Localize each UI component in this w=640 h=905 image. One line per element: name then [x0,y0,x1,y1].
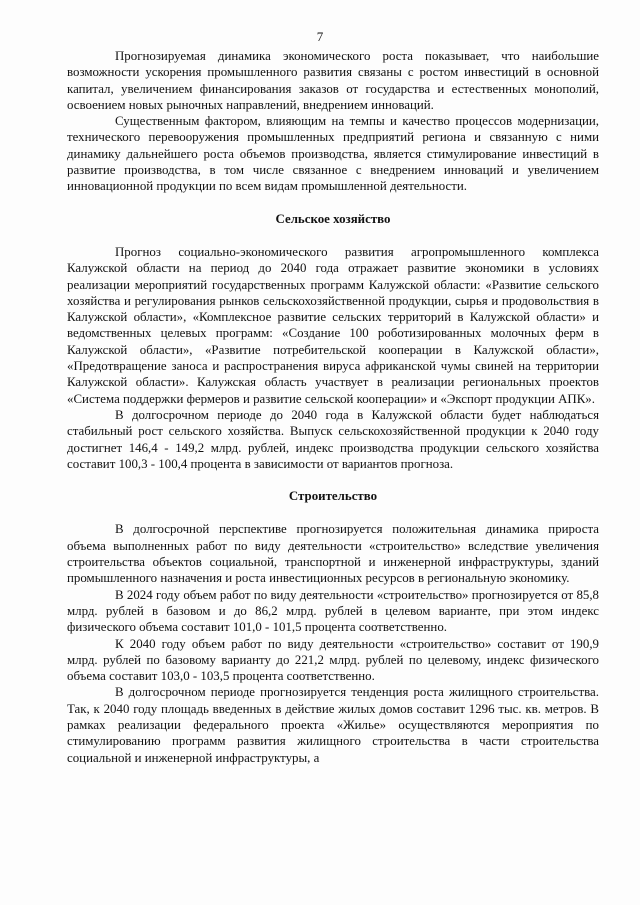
document-body [67,48,599,766]
spacer [67,227,599,244]
paragraph-construction-outlook: В долгосрочной перспективе прогнозируется положительная динамика прироста объема выполненных работ по виду деятельности «строительство» вследствие увеличения строительства объектов социальной, транспортной и инженерной инфраструктуры, зданий промышленного назначения и роста инвестиционных ресурсов в региональную экономику. [67,522,599,586]
paragraph-housing: В долгосрочном периоде прогнозируется тенденция роста жилищного строительства. Так, к 2040 году площадь введенных в действие жилых домов составит 1296 тыс. кв. метров. В рамках реализации федерального проекта «Жилье» осуществляются мероприятия по стимулированию программ развития жилищного строительства в части строительства социальной и инженерной инфраструктуры, а [67,685,599,765]
spacer [67,504,599,521]
section-heading-construction: Строительство [288,489,378,504]
spacer [67,195,599,211]
paragraph-construction-2024: В 2024 году объем работ по виду деятельности «строительство» прогнозируется от 85,8 млрд. рублей в базовом и до 86,2 млрд. рублей в целевом варианте, при этом индекс физического объема составит 101,0 - 101,5 процента соответственно. [67,587,599,635]
paragraph-agriculture-forecast: Прогноз социально-экономического развития агропромышленного комплекса Калужской области на период до 2040 года отражает развитие экономики в условиях реализации мероприятий государственных программ Калужской области: «Развитие сельского хозяйства и регулирования рынков сельскохозяйственной продукции, сырья и продовольствия в Калужской области», «Комплексное развитие сельских территорий в Калужской области» и ведомственных целевых программ: «Создание 100 роботизированных молочных ферм в Калужской области», «Развитие потребительской кооперации в Калужской области», «Предотвращение заноса и распространения вируса африканской чумы свиней на территории Калужской области». Калужская область участвует в реализации региональных проектов «Система поддержки фермеров и развитие сельской кооперации» и «Экспорт продукции АПК». [67,244,599,406]
paragraph-industry-factors: Существенным фактором, влияющим на темпы и качество процессов модернизации, технического перевооружения промышленных предприятий региона и связанную с ними динамику дальнейшего роста объемов производства, является стимулирование инвестиций в развитие производства, в том числе связанное с внедрением инноваций и увеличением инновационной продукции по всем видам промышленной деятельности. [67,114,599,194]
paragraph-agriculture-growth: В долгосрочном периоде до 2040 года в Калужской области будет наблюдаться стабильный рост сельского хозяйства. Выпуск сельскохозяйственной продукции к 2040 году достигнет 146,4 - 149,2 млрд. рублей, индекс производства продукции сельского хозяйства составит 100,3 - 100,4 процента в зависимости от вариантов прогноза. [67,407,599,471]
paragraph-construction-2040: К 2040 году объем работ по виду деятельности «строительство» составит от 190,9 млрд. рублей по базовому варианту до 221,2 млрд. рублей по целевому, индекс физического объема составит 103,0 - 103,5 процента соответственно. [67,636,599,684]
page-number: 7 [316,29,324,44]
section-heading-agriculture: Сельское хозяйство [275,211,391,226]
paragraph-industry-dynamics: Прогнозируемая динамика экономического роста показывает, что наибольшие возможности ускорения промышленного развития связаны с ростом инвестиций в основной капитал, увеличением финансирования заказов от государства и естественных монополий, освоением новых рыночных направлений, внедрением инноваций. [67,49,599,112]
spacer [67,472,599,488]
